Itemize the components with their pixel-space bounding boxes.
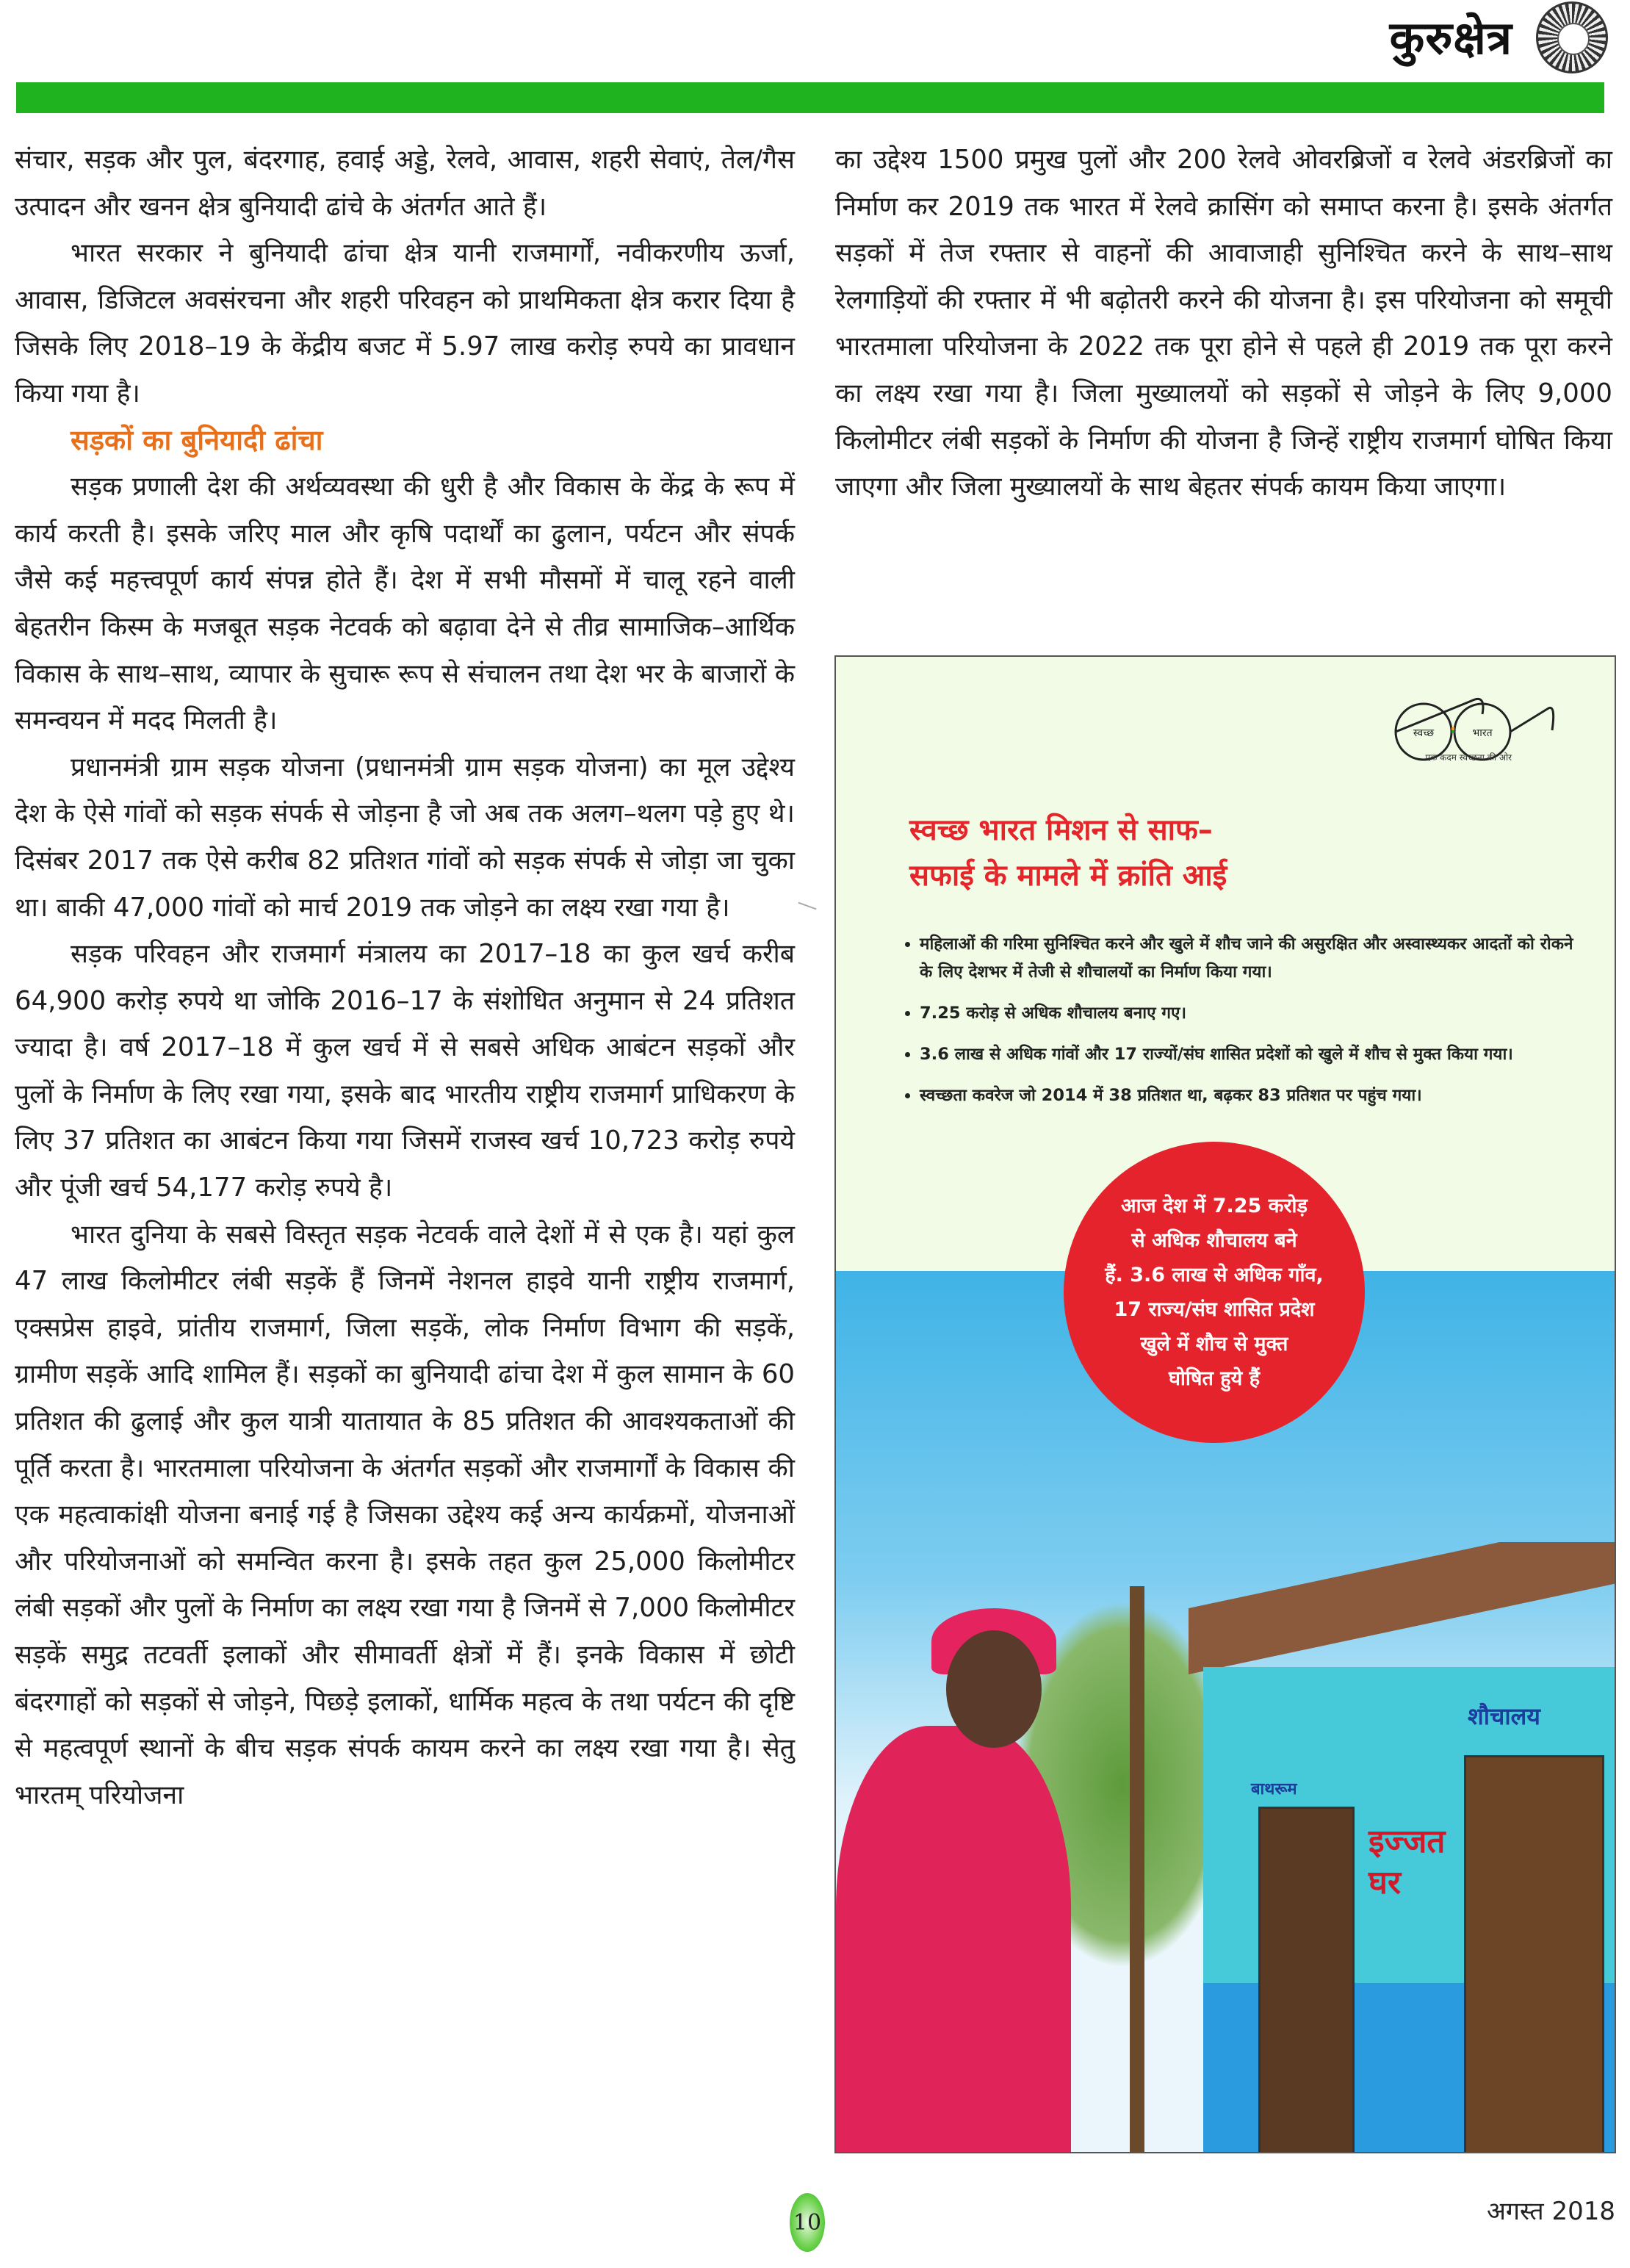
circle-line: हैं. 3.6 लाख से अधिक गाँव, bbox=[1105, 1264, 1324, 1286]
infobox-bullet-list bbox=[902, 930, 1581, 1123]
magazine-title: कुरुक्षेत्र bbox=[1389, 11, 1512, 65]
circle-line: आज देश में 7.25 करोड़ bbox=[1121, 1195, 1308, 1217]
infobox-title-line: स्वच्छ भारत मिशन से साफ– bbox=[909, 813, 1213, 847]
toilet-door bbox=[1258, 1807, 1355, 2152]
circle-line: घोषित हुये हैं bbox=[1168, 1367, 1261, 1390]
bullet-item: • 7.25 करोड़ से अधिक शौचालय बनाए गए। bbox=[920, 999, 1581, 1027]
woman-figure bbox=[836, 1726, 1071, 2152]
bullet-item: • 3.6 लाख से अधिक गांवों और 17 राज्यों/संघ शासित प्रदेशों को खुले में शौच से मुक्त किया गया। bbox=[920, 1040, 1581, 1068]
logo-word-bharat: भारत bbox=[1472, 727, 1493, 739]
logo-tagline: एक कदम स्वच्छता की ओर bbox=[1425, 752, 1512, 763]
right-column bbox=[835, 137, 1612, 511]
page-number: 10 bbox=[790, 2193, 825, 2252]
left-column bbox=[15, 137, 795, 1818]
paragraph: भारत दुनिया के सबसे विस्तृत सड़क नेटवर्क वाले देशों में से एक है। यहां कुल 47 लाख किलोमीटर लंबी सड़कें हैं जिनमें नेशनल हाइवे यानी राष्ट्रीय राजमार्ग, एक्सप्रेस हाइवे, प्रांतीय राजमार्ग, जिला सड़कें, लोक निर्माण विभाग की सड़कें, ग्रामीण सड़कें आदि शामिल हैं। सड़कों का बुनियादी ढांचा देश में कुल सामान के 60 प्रतिशत की ढुलाई और कुल यात्री यातायात के 85 प्रतिशत की आवश्यकताओं की पूर्ति करता है। भारतमाला परियोजना के अंतर्गत सड़कों और राजमार्गों के विकास की एक महत्वाकांक्षी योजना बनाई गई है जिसका उद्देश्य कई अन्य कार्यक्रमों, योजनाओं और परियोजनाओं को समन्वित करना है। इसके तहत कुल 25,000 किलोमीटर लंबी सड़कों और पुलों के निर्माण का लक्ष्य रखा गया है जिनमें से 7,000 किलोमीटर सड़कें समुद्र तटवर्ती इलाकों और सीमावर्ती क्षेत्रों में हैं। इनके विकास में छोटी बंदरगाहों को सड़कों से जोड़ने, पिछड़े इलाकों, धार्मिक महत्व के तथा पर्यटन की दृष्टि से महत्वपूर्ण स्थानों के बीच सड़क संपर्क कायम करने का लक्ष्य रखा गया है। सेतु भारतम् परियोजना bbox=[15, 1219, 795, 1810]
paragraph: प्रधानमंत्री ग्राम सड़क योजना (प्रधानमंत्री ग्राम सड़क योजना) का मूल उद्देश्य देश के ऐसे गांवों को सड़क संपर्क से जोड़ना है जो अब तक अलग–थलग पड़े हुए थे। दिसंबर 2017 तक ऐसे करीब 82 प्रतिशत गांवों को सड़क संपर्क से जोड़ा जा चुका था। बाकी 47,000 गांवों को मार्च 2019 तक जोड़ने का लक्ष्य रखा गया है। bbox=[15, 752, 795, 923]
wall-label-line: घर bbox=[1368, 1864, 1401, 1901]
infobox-title bbox=[909, 807, 1227, 899]
wall-label-toilet: शौचालय bbox=[1468, 1702, 1540, 1730]
masthead bbox=[0, 0, 1630, 81]
header-green-bar bbox=[16, 82, 1604, 113]
logo-word-swachh: स्वच्छ bbox=[1413, 727, 1435, 739]
paragraph: सड़क प्रणाली देश की अर्थव्यवस्था की धुरी है और विकास के केंद्र के रूप में कार्य करती है। इसके जरिए माल और कृषि पदार्थों का ढुलान, पर्यटन और संपर्क जैसे कई महत्त्वपूर्ण कार्य संपन्न होते हैं। देश में सभी मौसमों में चालू रहने वाली बेहतरीन किस्म के मजबूत सड़क नेटवर्क को बढ़ावा देने से तीव्र सामाजिक–आर्थिक विकास के साथ–साथ, व्यापार के सुचारू रूप से संचालन तथा देश भर के बाजारों के समन्वयन में मदद मिलती है। bbox=[15, 472, 795, 736]
tree-trunk bbox=[1130, 1586, 1144, 2152]
paragraph: भारत सरकार ने बुनियादी ढांचा क्षेत्र यानी राजमार्गों, नवीकरणीय ऊर्जा, आवास, डिजिटल अवसंरचना और शहरी परिवहन को प्राथमिकता क्षेत्र करार दिया है जिसके लिए 2018–19 के केंद्रीय बजट में 5.97 लाख करोड़ रुपये का प्रावधान किया गया है। bbox=[15, 238, 795, 408]
bullet-item: • स्वच्छता कवरेज जो 2014 में 38 प्रतिशत था, बढ़कर 83 प्रतिशत पर पहुंच गया। bbox=[920, 1081, 1581, 1109]
circle-line: से अधिक शौचालय बने bbox=[1131, 1229, 1297, 1252]
paragraph: का उद्देश्य 1500 प्रमुख पुलों और 200 रेलवे ओवरब्रिजों व रेलवे अंडरब्रिजों का निर्माण कर 2019 तक भारत में रेलवे क्रासिंग को समाप्त करना है। इसके अंतर्गत सड़कों में तेज रफ्तार से वाहनों की आवाजाही सुनिश्चित करने के साथ–साथ रेलगाड़ियों की रफ्तार में भी बढ़ोतरी करने की योजना है। इस परियोजना को समूची भारतमाला परियोजना के 2022 तक पूरा होने से पहले ही 2019 तक पूरा करने का लक्ष्य रखा गया है। जिला मुख्यालयों को सड़कों से जोड़ने के लिए 9,000 किलोमीटर लंबी सड़कों के निर्माण की योजना है जिन्हें राष्ट्रीय राजमार्ग घोषित किया जाएगा और जिला मुख्यालयों के साथ बेहतर संपर्क कायम किया जाएगा। bbox=[835, 145, 1612, 503]
toilet-door bbox=[1464, 1755, 1604, 2152]
bullet-item: • महिलाओं की गरिमा सुनिश्चित करने और खुले में शौच जाने की असुरक्षित और अस्वास्थ्यकर आदतों को रोकने के लिए देशभर में तेजी से शौचालयों का निर्माण किया गया। bbox=[920, 930, 1581, 986]
wall-label-bathroom: बाथरूम bbox=[1251, 1780, 1297, 1799]
margin-mark bbox=[798, 902, 816, 910]
paragraph: सड़क परिवहन और राजमार्ग मंत्रालय का 2017–18 का कुल खर्च करीब 64,900 करोड़ रुपये था जोकि 2016–17 के संशोधित अनुमान से 24 प्रतिशत ज्यादा है। वर्ष 2017–18 में कुल खर्च में से सबसे अधिक आबंटन सड़कों और पुलों के निर्माण के लिए रखा गया, इसके बाद भारतीय राष्ट्रीय राजमार्ग प्राधिकरण के लिए 37 प्रतिशत का आबंटन किया गया जिसमें राजस्व खर्च 10,723 करोड़ रुपये और पूंजी खर्च 54,177 करोड़ रुपये है। bbox=[15, 939, 795, 1203]
woman-head bbox=[946, 1630, 1042, 1748]
swachh-bharat-infobox bbox=[834, 655, 1616, 2153]
circle-line: खुले में शौच से मुक्त bbox=[1140, 1333, 1288, 1356]
wall-label-izzat-ghar bbox=[1368, 1821, 1446, 1904]
issue-date: अगस्त 2018 bbox=[1486, 2197, 1615, 2226]
paragraph: संचार, सड़क और पुल, बंदरगाह, हवाई अड्डे, रेलवे, आवास, शहरी सेवाएं, तेल/गैस उत्पादन और खनन क्षेत्र बुनियादी ढांचे के अंतर्गत आते हैं। bbox=[15, 145, 795, 222]
toilet-photo bbox=[836, 1542, 1615, 2152]
highlight-circle bbox=[1064, 1142, 1365, 1443]
section-heading: सड़कों का बुनियादी ढांचा bbox=[71, 423, 323, 456]
magazine-emblem-icon bbox=[1536, 1, 1608, 73]
circle-line: 17 राज्य/संघ शासित प्रदेश bbox=[1114, 1298, 1315, 1321]
toilet-roof bbox=[1189, 1542, 1615, 1674]
infobox-title-line: सफाई के मामले में क्रांति आई bbox=[909, 859, 1227, 893]
wall-label-line: इज्जत bbox=[1368, 1823, 1446, 1860]
